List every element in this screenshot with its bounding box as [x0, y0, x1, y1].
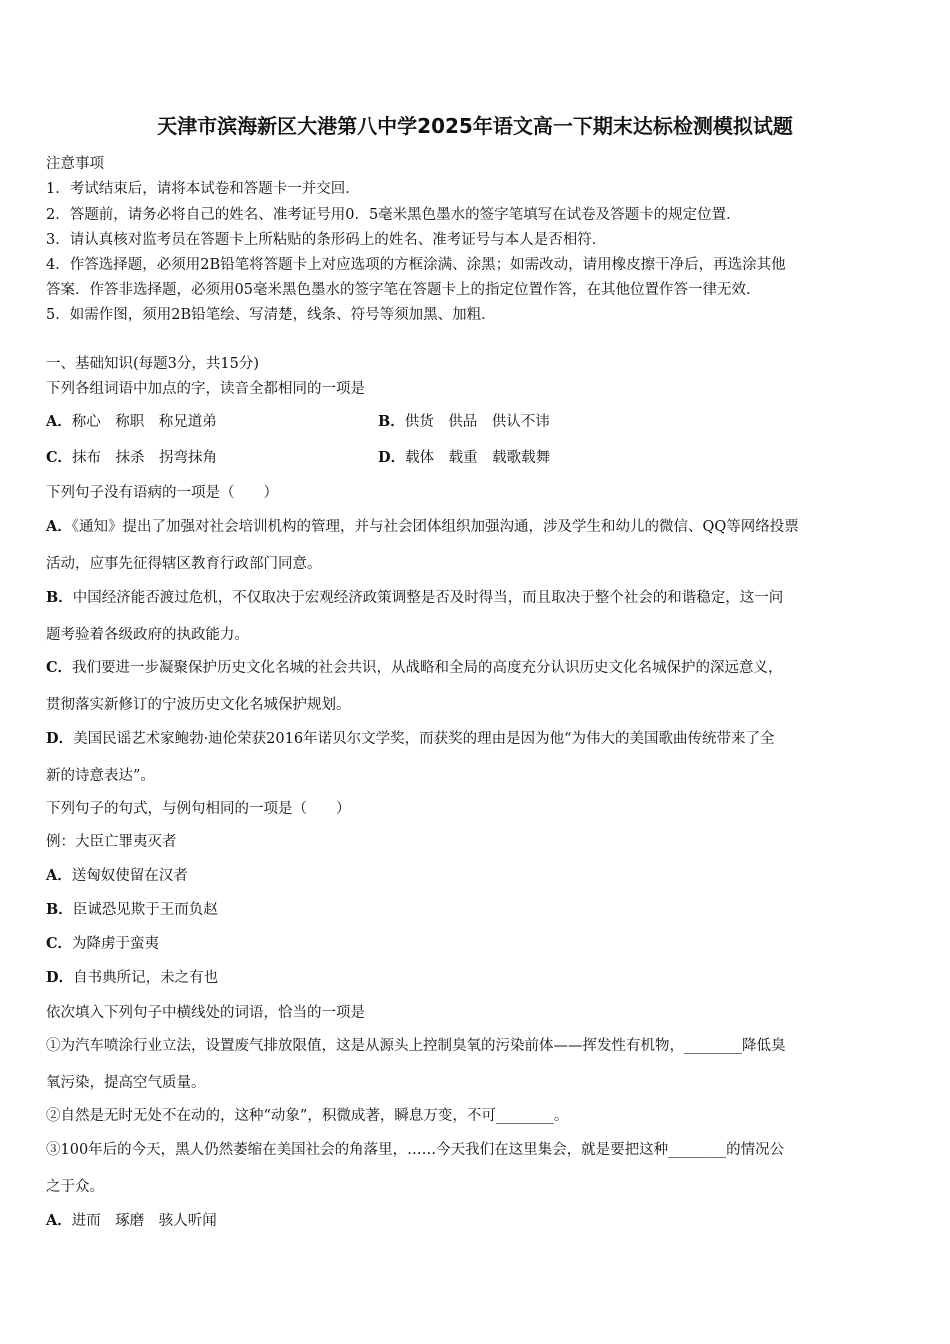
notice-heading: 注意事项: [46, 156, 104, 172]
q2-option-a-cont: 活动，应事先征得辖区教育行政部门同意。: [46, 556, 322, 572]
option-label: D．: [378, 449, 406, 466]
q3-example: 例：大臣亡罪夷灭者: [46, 834, 177, 850]
q3-option-b: [46, 898, 218, 919]
option-label: A．: [46, 413, 72, 430]
page-title: 天津市滨海新区大港第八中学2025年语文高一下期末达标检测模拟试题: [157, 114, 793, 138]
notice-item-4: 4．作答选择题，必须用2B铅笔将答题卡上对应选项的方框涂满、涂黑；如需改动，请用橡皮擦干净后，再选涂其他: [46, 257, 786, 273]
option-label: C．: [46, 449, 73, 466]
option-text: 《通知》提出了加强对社会培训机构的管理，并与社会团体组织加强沟通，涉及学生和幼儿的微信、QQ等网络投票: [71, 519, 799, 535]
q3-option-c: [46, 932, 159, 953]
option-label: B．: [378, 413, 405, 430]
notice-item-3: 3．请认真核对监考员在答题卡上所粘贴的条形码上的姓名、准考证号与本人是否相符．: [46, 232, 607, 248]
option-label: D．: [46, 730, 74, 747]
option-text: 送匈奴使留在汉者: [71, 868, 188, 884]
option-label: C．: [46, 935, 73, 952]
q2-option-c-cont: 贯彻落实新修订的宁波历史文化名城保护规划。: [46, 697, 351, 713]
q2-option-c: [46, 656, 783, 677]
option-text: 抹布 抹杀 拐弯抹角: [72, 450, 218, 466]
option-label: A．: [46, 518, 72, 535]
option-text: 为降虏于蛮夷: [72, 936, 160, 952]
q4-sentence-1-cont: 氧污染，提高空气质量。: [46, 1075, 206, 1091]
q4-stem: 依次填入下列句子中横线处的词语，恰当的一项是: [46, 1005, 365, 1021]
q2-option-d: [46, 727, 775, 748]
notice-item-2: 2．答题前，请务必将自己的姓名、准考证号用0．5毫米黑色墨水的签字笔填写在试卷及答题卡的规定位置．: [46, 207, 741, 223]
option-text: 我们要进一步凝聚保护历史文化名城的社会共识，从战略和全局的高度充分认识历史文化名城保护的深远意义，: [72, 660, 783, 676]
q4-sentence-3-cont: 之于众。: [46, 1179, 104, 1195]
q4-sentence-1: ①为汽车喷涂行业立法，设置废气排放限值，这是从源头上控制臭氧的污染前体——挥发性有机物，________降低臭: [46, 1038, 786, 1054]
section-heading: 一、基础知识(每题3分，共15分): [46, 356, 259, 372]
q4-option-a: [46, 1209, 217, 1230]
option-text: 载体 载重 载歌载舞: [405, 450, 551, 466]
option-label: A．: [46, 1212, 72, 1229]
q1-option-b: [378, 410, 550, 431]
q2-option-a: [46, 515, 799, 536]
option-label: D．: [46, 969, 74, 986]
option-label: A．: [46, 867, 72, 884]
option-text: 进而 琢磨 骇人听闻: [71, 1213, 217, 1229]
option-label: B．: [46, 901, 73, 918]
q4-sentence-3: ③100年后的今天，黑人仍然萎缩在美国社会的角落里，……今天我们在这里集会，就是要把这种________的情况公: [46, 1142, 785, 1158]
q3-option-a: [46, 864, 188, 885]
notice-item-5: 5．如需作图，须用2B铅笔绘、写清楚，线条、符号等须加黑、加粗．: [46, 307, 496, 323]
q1-option-c: [46, 446, 217, 467]
option-text: 称心 称职 称兄道弟: [71, 414, 217, 430]
q1-stem: 下列各组词语中加点的字，读音全都相同的一项是: [46, 381, 365, 397]
q2-stem: 下列句子没有语病的一项是（ ）: [46, 485, 278, 501]
option-text: 臣诚恐见欺于王而负赵: [72, 902, 218, 918]
q2-option-b-cont: 题考验着各级政府的执政能力。: [46, 627, 249, 643]
option-text: 供货 供品 供认不讳: [404, 414, 550, 430]
notice-item-4-cont: 答案．作答非选择题，必须用05毫米黑色墨水的签字笔在答题卡上的指定位置作答，在其他位置作答一律无效．: [46, 282, 761, 298]
q1-option-d: [378, 446, 550, 467]
q2-option-b: [46, 586, 783, 607]
option-text: 自书典所记，未之有也: [73, 970, 219, 986]
option-label: C．: [46, 659, 73, 676]
q4-sentence-2: ②自然是无时无处不在动的，这种“动象”，积微成著，瞬息万变，不可________。: [46, 1108, 569, 1124]
q1-option-a: [46, 410, 217, 431]
option-label: B．: [46, 589, 73, 606]
q3-stem: 下列句子的句式，与例句相同的一项是（ ）: [46, 801, 351, 817]
q2-option-d-cont: 新的诗意表达”。: [46, 768, 155, 784]
notice-item-1: 1．考试结束后，请将本试卷和答题卡一并交回．: [46, 181, 360, 197]
option-text: 中国经济能否渡过危机，不仅取决于宏观经济政策调整是否及时得当，而且取决于整个社会的和谐稳定，这一问: [72, 590, 784, 606]
q3-option-d: [46, 966, 218, 987]
option-text: 美国民谣艺术家鲍勃·迪伦荣获2016年诺贝尔文学奖，而获奖的理由是因为他“为伟大的美国歌曲传统带来了全: [73, 731, 775, 747]
